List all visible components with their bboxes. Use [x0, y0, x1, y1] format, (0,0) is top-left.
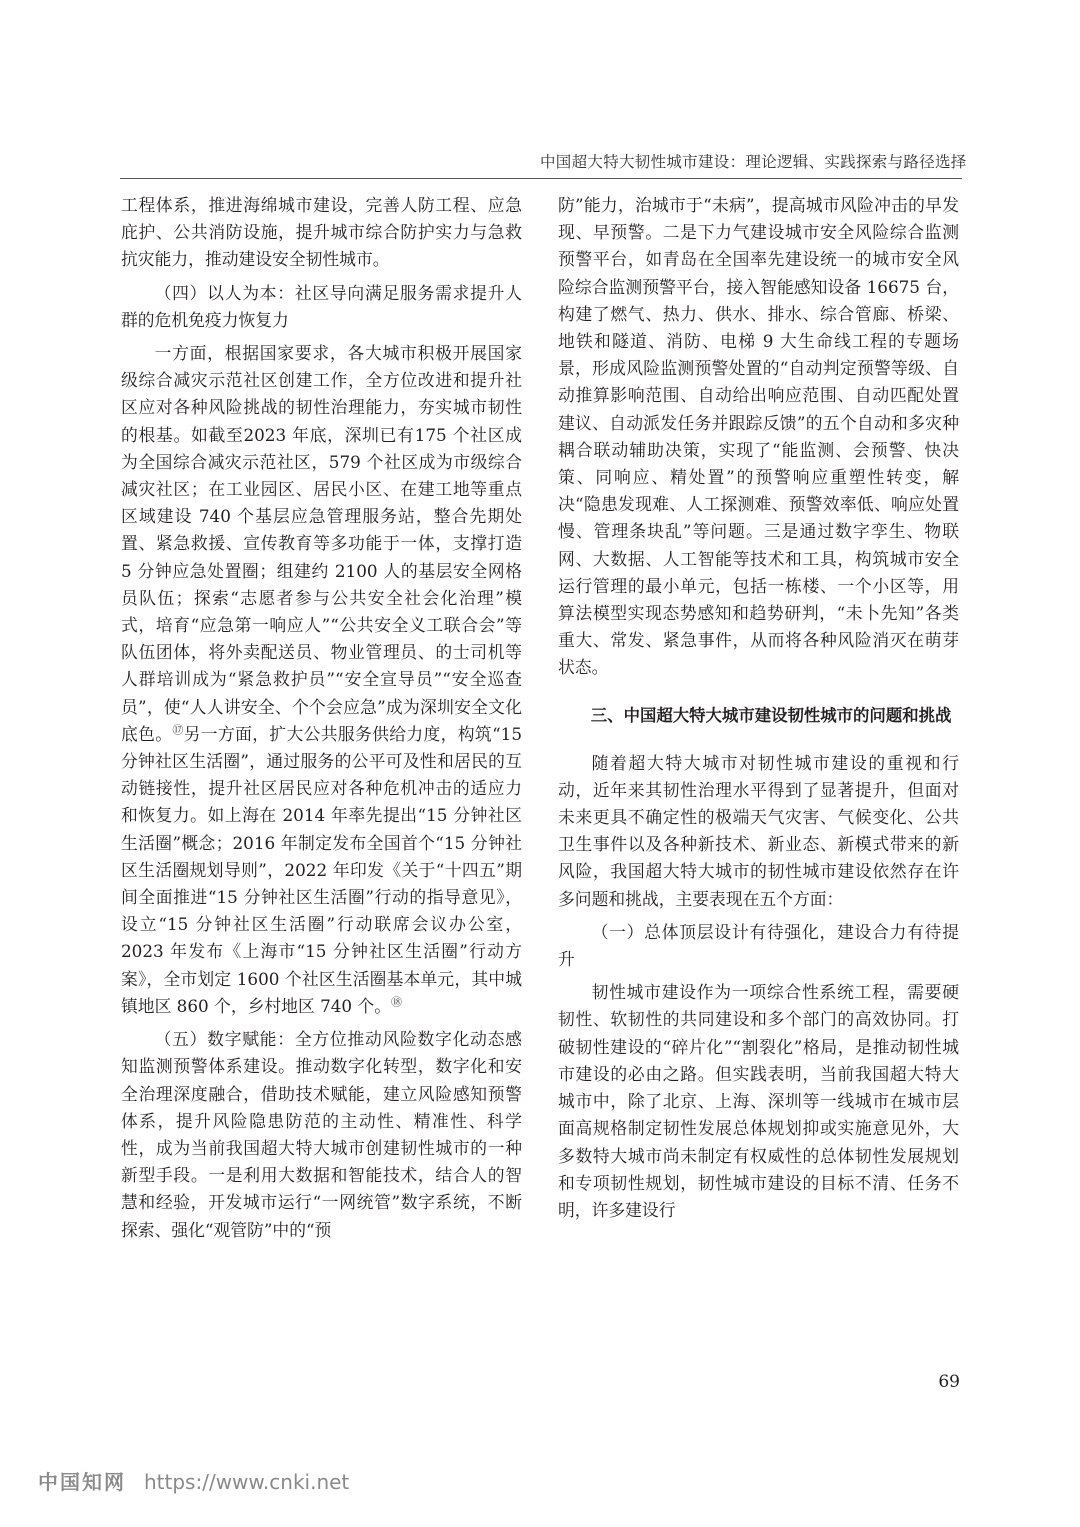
footer-watermark	[38, 1466, 349, 1495]
left-paragraph-digital: （五）数字赋能：全方位推动风险数字化动态感知监测预警体系建设。推动数字化转型，数字化和安全治理深度融合，借助技术赋能，建立风险感知预警体系，提升风险隐患防范的主动性、精准性、科学性，成为当前我国超大特大城市创建韧性城市的一种新型手段。一是利用大数据和智能技术，结合人的智慧和经验，开发城市运行“一网统管”数字系统，不断探索、强化“观管防”中的“预	[121, 1029, 522, 1240]
subsection-heading-4: （四）以人为本：社区导向满足服务需求提升人群的危机免疫力恢复力	[121, 282, 522, 330]
section-title-3: 三、中国超大特大城市建设韧性城市的问题和挑战	[590, 705, 952, 725]
right-column	[558, 192, 959, 1224]
right-paragraph-continued: 防”能力，治城市于“未病”，提高城市风险冲击的早发现、早预警。二是下力气建设城市安全风险综合监测预警平台，如青岛在全国率先建设统一的城市安全风险综合监测预警平台，接入智能感知设备 16675 台，构建了燃气、热力、供水、排水、综合管廊、桥梁、地铁和隧道、消防、电梯 9 大生命线工程的专题场景，形成风险监测预警处置的“自动判定预警等级、自动推算影响范围、自动给出响应范围、自动匹配处置建议、自动派发任务并跟踪反馈”的五个自动和多灾种耦合联动辅助决策，实现了“能监测、会预警、快决策、同响应、精处置”的预警响应重塑性转变，解决“隐患发现难、人工探测难、预警效率低、响应处置慢、管理条块乱”等问题。三是通过数字孪生、物联网、大数据、人工智能等技术和工具，构筑城市安全运行管理的最小单元，包括一栋楼、一个小区等，用算法模型实现态势感知和趋势研判，“未卜先知”各类重大、常发、紧急事件，从而将各种风险消灭在萌芽状态。	[558, 195, 959, 678]
cnki-url[interactable]: https://www.cnki.net	[144, 1470, 350, 1494]
footnote-ref-17[interactable]: ⑰	[172, 723, 184, 737]
left-paragraph-continued: 工程体系，推进海绵城市建设，完善人防工程、应急庇护、公共消防设施，提升城市综合防护实力与急救抗灾能力，推动建设安全韧性城市。	[121, 195, 522, 270]
left-paragraph-community	[121, 340, 522, 1020]
running-header: 中国超大特大韧性城市建设：理论逻辑、实践探索与路径选择	[540, 153, 967, 171]
subsection-heading-1: （一）总体顶层设计有待强化，建设合力有待提升	[558, 921, 959, 970]
right-paragraph-challenges: 随着超大特大城市对韧性城市建设的重视和行动，近年来其韧性治理水平得到了显著提升，但面对未来更具不确定性的极端天气灾害、气候变化、公共卫生事件以及各种新技术、新业态、新模式带来的新风险，我国超大特大城市的韧性城市建设依然存在许多问题和挑战，主要表现在五个方面：	[558, 752, 959, 909]
header-rule	[120, 178, 962, 179]
right-paragraph-design: 韧性城市建设作为一项综合性系统工程，需要硬韧性、软韧性的共同建设和多个部门的高效协同。打破韧性建设的“碎片化”“割裂化”格局，是推动韧性城市建设的必由之路。但实践表明，当前我国超大特大城市中，除了北京、上海、深圳等一线城市在城市层面高规格制定韧性发展总体规划抑或实施意见外，大多数特大城市尚未制定有权威性的总体韧性发展规划和专项韧性规划，韧性城市建设的目标不清、任务不明，许多建设行	[558, 982, 959, 1220]
community-text-part1: 一方面，根据国家要求，各大城市积极开展国家级综合减灾示范社区创建工作，全方位改进和提升社区应对各种风险挑战的韧性治理能力，夯实城市韧性的根基。如截至2023 年底，深圳已有175 个社区成为全国综合减灾示范社区，579 个社区成为市级综合减灾社区；在工业园区、居民小区、在建工地等重点区域建设 740 个基层应急管理服务站，整合先期处置、紧急救援、宣传教育等多功能于一体，支撑打造 5 分钟应急处置圈；组建约 2100 人的基层安全网格员队伍；探索“志愿者参与公共安全社会化治理”模式，培育“应急第一响应人”“公共安全义工联合会”等队伍团体，将外卖配送员、物业管理员、的士司机等人群培训成为“紧急救护员”“安全宣导员”“安全巡查员”，使“人人讲安全、个个会应急”成为深圳安全文化底色。	[121, 343, 522, 744]
community-text-part2: 另一方面，扩大公共服务供给力度，构筑“15 分钟社区生活圈”，通过服务的公平可及性和居民的互动链接性，提升社区居民应对各种危机冲击的适应力和恢复力。如上海在 2014 年率先提出“15 分钟社区生活圈”概念；2016 年制定发布全国首个“15 分钟社区生活圈规划导则”，2022 年印发《关于“十四五”期间全面推进“15 分钟社区生活圈”行动的指导意见》，设立“15 分钟社区生活圈”行动联席会议办公室，2023 年发布《上海市“15 分钟社区生活圈”行动方案》，全市划定 1600 个社区生活圈基本单元，其中城镇地区 860 个，乡村地区 740 个。	[121, 723, 522, 1016]
footnote-ref-18[interactable]: ⑱	[391, 995, 402, 1009]
left-column	[121, 192, 522, 1244]
cnki-logo: 中国知网	[38, 1470, 126, 1494]
page-number: 69	[938, 1372, 960, 1392]
